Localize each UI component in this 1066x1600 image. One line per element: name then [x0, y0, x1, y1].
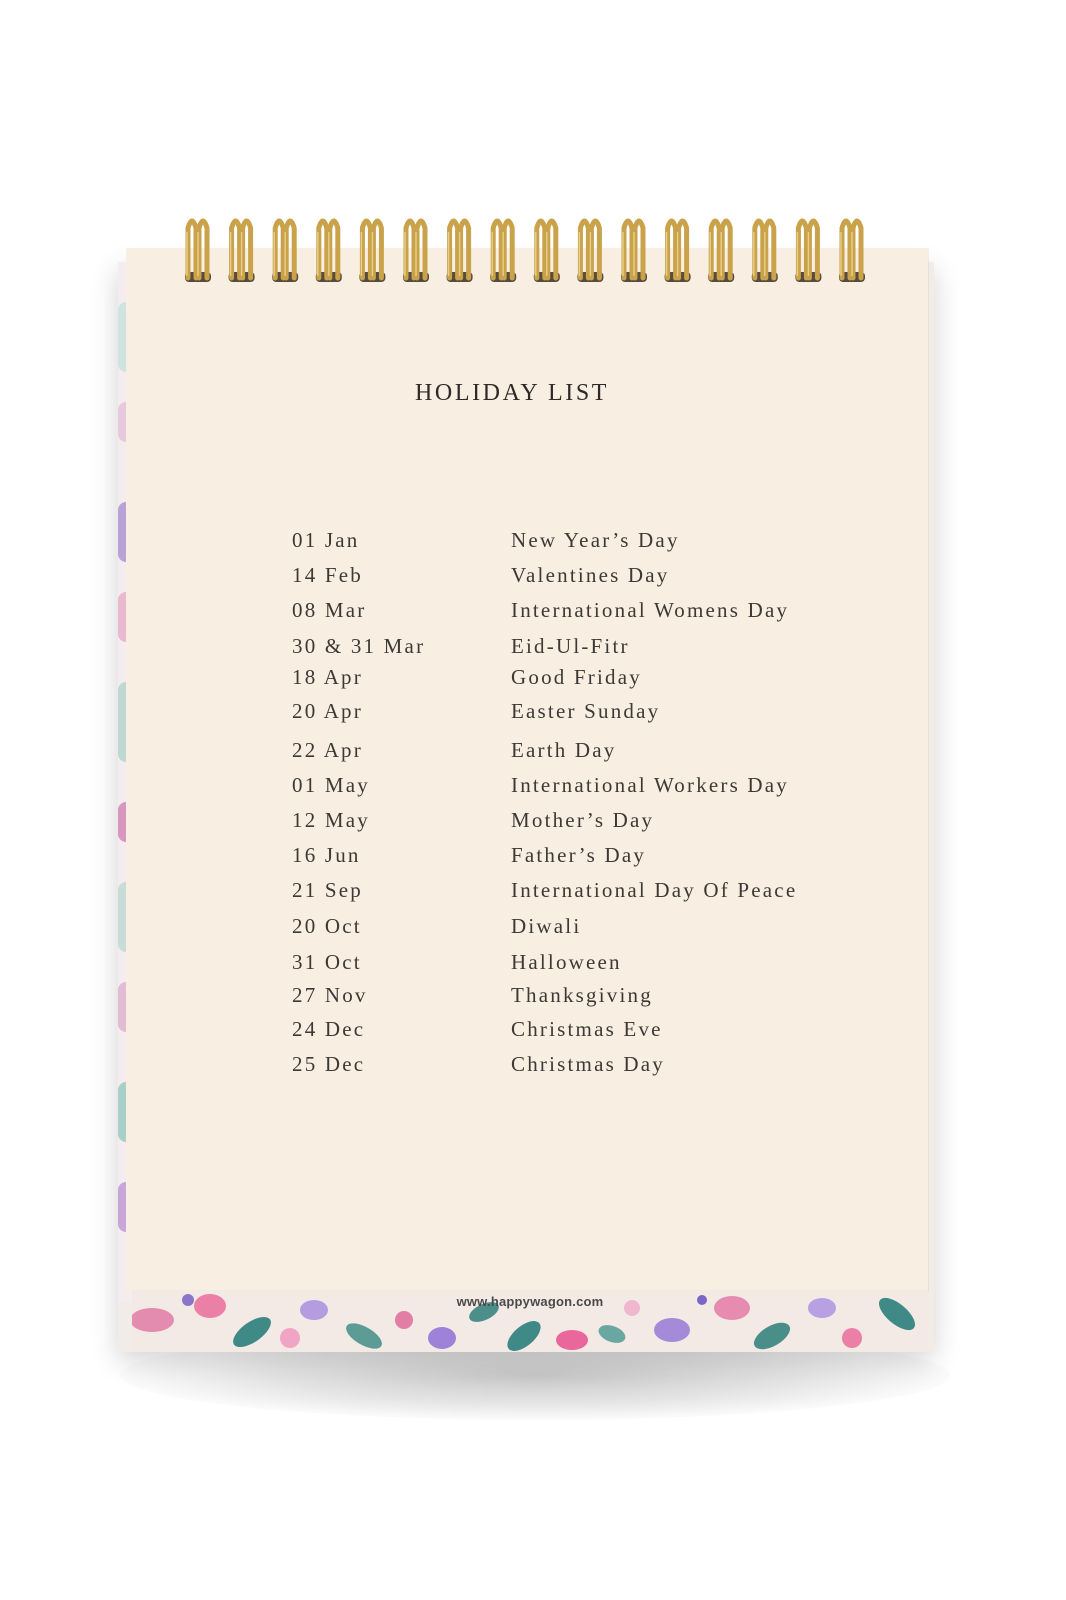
holiday-date: 16 Jun — [292, 843, 361, 867]
floral-cover-band — [132, 1290, 928, 1352]
holiday-row — [0, 634, 1066, 666]
holiday-row — [0, 1052, 1066, 1084]
holiday-row — [0, 1017, 1066, 1049]
holiday-name: Father’s Day — [511, 843, 647, 867]
holiday-date: 20 Oct — [292, 914, 362, 938]
holiday-date: 30 & 31 Mar — [292, 634, 426, 658]
holiday-row — [0, 914, 1066, 946]
binding-ring — [316, 221, 342, 282]
binding-ring — [403, 221, 429, 282]
holiday-date: 25 Dec — [292, 1052, 366, 1076]
holiday-name: New Year’s Day — [511, 528, 680, 552]
binding-ring — [621, 221, 647, 282]
holiday-name: Easter Sunday — [511, 699, 661, 723]
holiday-row — [0, 699, 1066, 731]
holiday-name: Diwali — [511, 914, 582, 938]
binding-ring — [665, 221, 691, 282]
holiday-row — [0, 665, 1066, 697]
holiday-date: 08 Mar — [292, 598, 367, 622]
holiday-name: Thanksgiving — [511, 983, 653, 1007]
binding-ring — [752, 221, 778, 282]
holiday-row — [0, 528, 1066, 560]
holiday-name: Eid-Ul-Fitr — [511, 634, 630, 658]
page-title: HOLIDAY LIST — [414, 380, 610, 406]
holiday-date: 01 Jan — [292, 528, 360, 552]
holiday-name: Christmas Day — [511, 1052, 666, 1076]
binding-ring — [447, 221, 473, 282]
holiday-name: International Womens Day — [511, 598, 790, 622]
holiday-row — [0, 983, 1066, 1015]
binding-ring — [490, 221, 516, 282]
binding-ring — [708, 221, 734, 282]
holiday-date: 01 May — [292, 773, 370, 797]
holiday-row — [0, 738, 1066, 770]
holiday-row — [0, 598, 1066, 630]
holiday-name: International Day Of Peace — [511, 878, 798, 902]
holiday-row — [0, 563, 1066, 595]
holiday-date: 24 Dec — [292, 1017, 366, 1041]
holiday-row — [0, 950, 1066, 982]
holiday-name: Mother’s Day — [511, 808, 655, 832]
holiday-date: 18 Apr — [292, 665, 363, 689]
holiday-row — [0, 808, 1066, 840]
binding-ring — [839, 221, 865, 282]
holiday-date: 12 May — [292, 808, 370, 832]
holiday-date: 20 Apr — [292, 699, 363, 723]
holiday-name: International Workers Day — [511, 773, 790, 797]
holiday-name: Valentines Day — [511, 563, 670, 587]
spiral-binding — [180, 210, 880, 300]
binding-ring — [185, 221, 211, 282]
holiday-date: 22 Apr — [292, 738, 363, 762]
binding-ring — [534, 221, 560, 282]
holiday-row — [0, 843, 1066, 875]
holiday-date: 27 Nov — [292, 983, 368, 1007]
binding-ring — [272, 221, 298, 282]
holiday-row — [0, 878, 1066, 910]
website-url: www.happywagon.com — [456, 1294, 604, 1309]
binding-ring — [577, 221, 603, 282]
holiday-name: Good Friday — [511, 665, 642, 689]
holiday-name: Earth Day — [511, 738, 617, 762]
holiday-name: Christmas Eve — [511, 1017, 663, 1041]
holiday-date: 31 Oct — [292, 950, 362, 974]
holiday-date: 21 Sep — [292, 878, 363, 902]
holiday-row — [0, 773, 1066, 805]
binding-ring — [359, 221, 385, 282]
binding-ring — [229, 221, 255, 282]
binding-ring — [795, 221, 821, 282]
holiday-date: 14 Feb — [292, 563, 363, 587]
holiday-name: Halloween — [511, 950, 622, 974]
